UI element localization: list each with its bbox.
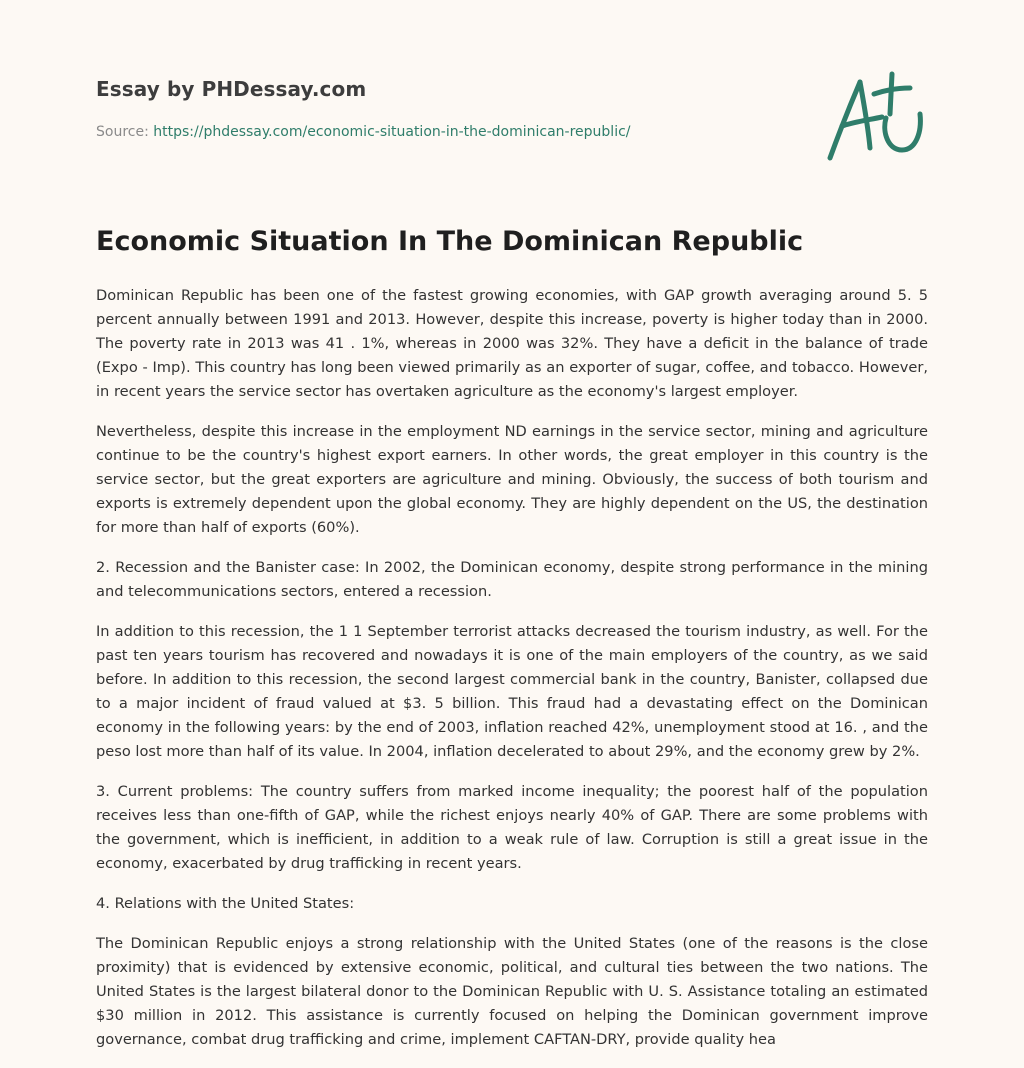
essay-paragraph: Dominican Republic has been one of the fastest growing economies, with GAP growth averaging around 5. 5 percent annually between 1991 and 2013. However, despite this increase, poverty is higher today than in 2000. The poverty rate in 2013 was 41 . 1%, whereas in 2000 was 32%. They have a deficit in the balance of trade (Expo - Imp). This country has long been viewed primarily as an exporter of sugar, coffee, and tobacco. However, in recent years the service sector has overtaken agriculture as the economy's largest employer. xyxy=(96,287,928,400)
essay-paragraph: The Dominican Republic enjoys a strong relationship with the United States (one of the reasons is the close proximity) that is evidenced by extensive economic, political, and cultural ties between the two nations. The United States is the largest bilateral donor to the Dominican Republic with U. S. Assistance totaling an estimated $30 million in 2012. This assistance is currently focused on helping the Dominican government improve governance, combat drug trafficking and crime, implement CAFTAN-DRY, provide quality hea xyxy=(96,935,928,1048)
essay-title: Economic Situation In The Dominican Republic xyxy=(96,226,804,257)
essay-paragraph: 3. Current problems: The country suffers from marked income inequality; the poorest half of the population receives less than one-fifth of GAP, while the richest enjoys nearly 40% of GAP. There are some problems with the government, which is inefficient, in addition to a weak rule of law. Corruption is still a great issue in the economy, exacerbated by drug trafficking in recent years. xyxy=(96,783,928,872)
essay-paragraph: In addition to this recession, the 1 1 September terrorist attacks decreased the tourism industry, as well. For the past ten years tourism has recovered and nowadays it is one of the main employers of the country, as we said before. In addition to this recession, the second largest commercial bank in the country, Banister, collapsed due to a major incident of fraud valued at $3. 5 billion. This fraud had a devastating effect on the Dominican economy in the following years: by the end of 2003, inflation reached 42%, unemployment stood at 16. , and the peso lost more than half of its value. In 2004, inflation decelerated to about 29%, and the economy grew by 2%. xyxy=(96,623,928,760)
source-link[interactable]: https://phdessay.com/economic-situation-in-the-dominican-republic/ xyxy=(153,124,631,140)
essay-paragraph: 2. Recession and the Banister case: In 2002, the Dominican economy, despite strong performance in the mining and telecommunications sectors, entered a recession. xyxy=(96,559,928,600)
source-line xyxy=(96,124,631,140)
essay-body xyxy=(96,284,928,1068)
essay-paragraph: 4. Relations with the United States: xyxy=(96,895,355,912)
source-label: Source: xyxy=(96,124,149,140)
essay-paragraph: Nevertheless, despite this increase in the employment ND earnings in the service sector, mining and agriculture continue to be the country's highest export earners. In other words, the great employer in this country is the service sector, but the great exporters are agriculture and mining. Obviously, the success of both tourism and exports is extremely dependent upon the global economy. They are highly dependent on the US, the destination for more than half of exports (60%). xyxy=(96,423,928,536)
site-brand: Essay by PHDessay.com xyxy=(96,77,367,101)
a-plus-logo-icon xyxy=(824,70,928,166)
